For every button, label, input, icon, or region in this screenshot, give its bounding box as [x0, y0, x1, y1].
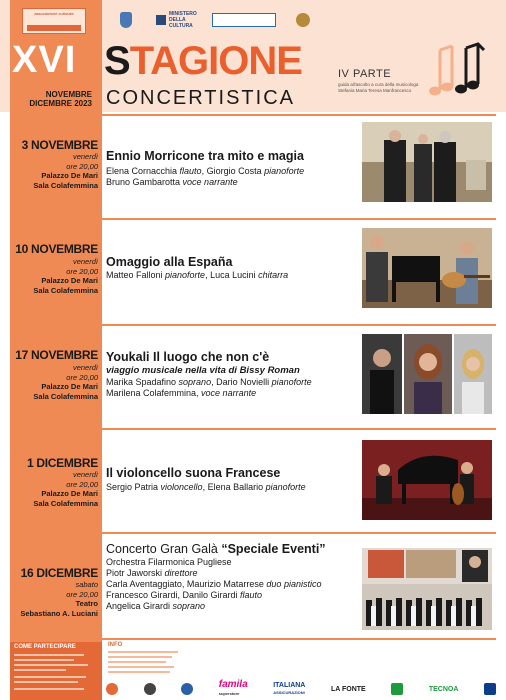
event-photo: [404, 334, 452, 414]
sponsor-logo: [181, 683, 193, 695]
event-photo: [362, 440, 492, 520]
row-divider: [10, 114, 496, 116]
row-divider: [10, 428, 496, 430]
sponsor-logo: [106, 683, 118, 695]
sponsor-icon: [181, 683, 193, 695]
seal-icon: [296, 13, 310, 27]
part-label: IV PARTE: [338, 68, 392, 80]
row-divider: [10, 638, 496, 640]
edition-number: XVI: [12, 39, 77, 81]
how-to-participate-label: COME PARTECIPARE: [14, 644, 76, 650]
municipality-crest-logo: [120, 10, 132, 30]
event-photo: [362, 334, 402, 414]
event-meta: venerdì ore 20,00 Palazzo De Mari Sala Colafemmina: [33, 363, 98, 401]
tecno-logo: TECNOA: [428, 685, 459, 693]
event-performers: Piotr Jaworski direttore: [106, 568, 198, 578]
sponsor-bar: [106, 680, 496, 698]
association-logo: associazione culturale: [22, 8, 86, 34]
la-fonte-logo: LA FONTE: [330, 685, 366, 693]
row-divider: [10, 324, 496, 326]
event-date: 3 NOVEMBRE: [21, 138, 98, 152]
event-title: Il violoncello suona Francese: [106, 466, 281, 480]
ministry-icon: [156, 15, 166, 25]
event-title: Ennio Morricone tra mito e magia: [106, 149, 304, 163]
event-performers: Marilena Colafemmina, voce narrante: [106, 388, 257, 398]
footer-how-to-participate: [10, 642, 102, 700]
event-meta: venerdì ore 20,00 Palazzo De Mari Sala Colafemmina: [33, 257, 98, 295]
sponsor-icon: [144, 683, 156, 695]
university-logo: [296, 10, 310, 30]
season-dates: NOVEMBRE DICEMBRE 2023: [29, 90, 92, 108]
sponsor-icon: [484, 683, 496, 695]
event-title: Youkali Il luogo che non c'è: [106, 350, 270, 364]
event-photo: [362, 228, 492, 308]
event-performers: Matteo Falloni pianoforte, Luca Lucini chitarra: [106, 270, 289, 280]
sponsor-icon: [106, 683, 118, 695]
event-meta: sabato ore 20,00 Teatro Sebastiano A. Luciani: [20, 580, 98, 618]
event-performers: Elena Cornacchia flauto, Giorgio Costa pianoforte: [106, 166, 305, 176]
event-date: 17 NOVEMBRE: [15, 348, 98, 362]
famila-logo: famila superstore: [218, 679, 248, 696]
crest-icon: [120, 12, 132, 28]
event-photo: [454, 334, 492, 414]
info-label: INFO: [108, 642, 123, 648]
event-title: Concerto Gran Galà “Speciale Eventi”: [106, 542, 326, 556]
event-date: 1 DICEMBRE: [26, 456, 98, 470]
row-divider: [10, 532, 496, 534]
event-date: 10 NOVEMBRE: [15, 242, 98, 256]
event-performers: Bruno Gambarotta voce narrante: [106, 177, 238, 187]
sponsor-logo: [144, 683, 156, 695]
event-performers: Carla Aventaggiato, Maurizio Matarrese duo pianistico: [106, 579, 322, 589]
sponsor-logo: [484, 683, 496, 695]
sponsor-logo: [391, 683, 403, 695]
event-meta: venerdì ore 20,00 Palazzo De Mari Sala Colafemmina: [33, 470, 98, 508]
event-performers: Angelica Girardi soprano: [106, 601, 206, 611]
event-photo: [362, 548, 492, 630]
title-stagione: STAGIONE: [104, 39, 302, 83]
region-logo: [212, 10, 276, 30]
event-performers: Sergio Patria violoncello, Elena Ballario pianoforte: [106, 482, 306, 492]
event-meta: venerdì ore 20,00 Palazzo De Mari Sala Colafemmina: [33, 152, 98, 190]
event-title: Omaggio alla España: [106, 255, 233, 269]
event-subtitle: viaggio musicale nella vita di Bissy Roman: [106, 365, 300, 376]
sponsor-icon: [391, 683, 403, 695]
italiana-assicurazioni-logo: ITALIANA ASSICURAZIONI: [273, 682, 306, 695]
music-notes-icon: [426, 40, 492, 100]
row-divider: [10, 218, 496, 220]
ministry-logo: MINISTERO DELLA CULTURA: [156, 10, 209, 30]
event-performers: Francesco Girardi, Danilo Girardi flauto: [106, 590, 263, 600]
institutional-logos: [118, 6, 348, 36]
event-performers: Marika Spadafino soprano, Dario Novielli pianoforte: [106, 377, 312, 387]
event-performers: Orchestra Filarmonica Pugliese: [106, 557, 232, 567]
title-concertistica: CONCERTISTICA: [106, 87, 295, 109]
event-photo: [362, 122, 492, 202]
part-note: guida all'ascolto a cura della musicologa Stefania Maria Teresa Manfrancesco: [338, 82, 419, 93]
event-date: 16 DICEMBRE: [20, 566, 98, 580]
